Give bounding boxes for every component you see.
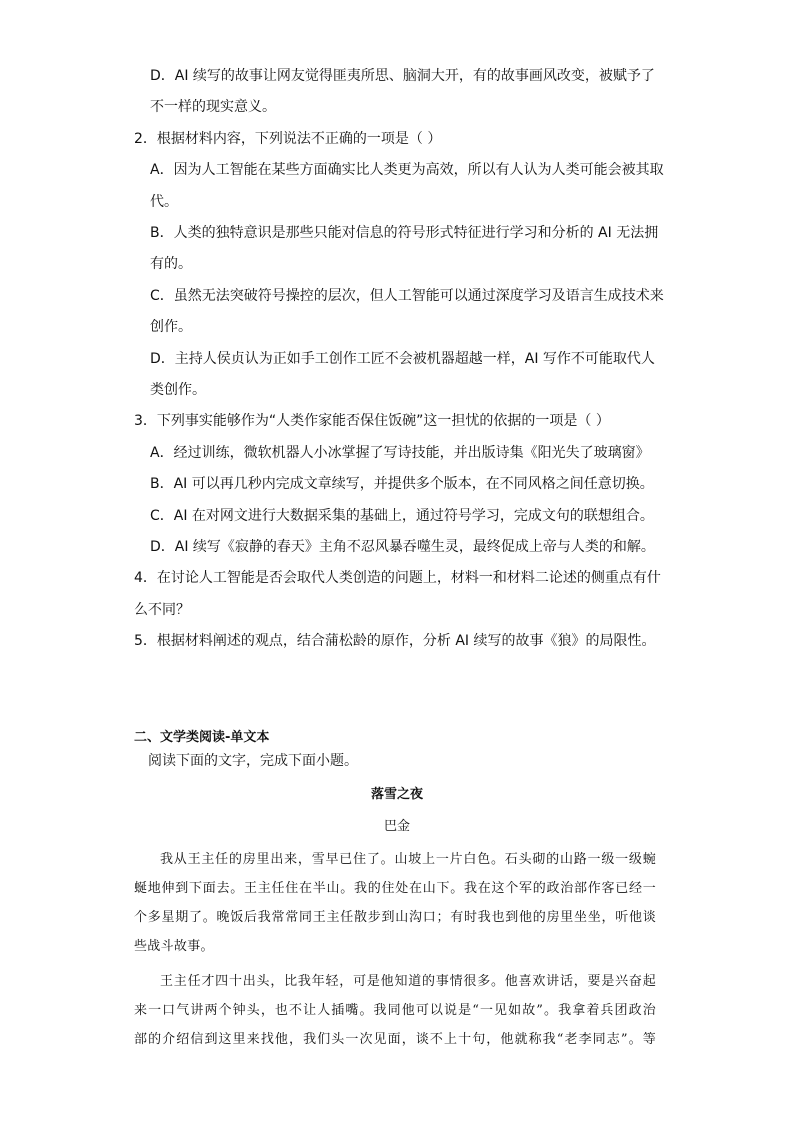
q3-stem: 3．下列事实能够作为“人类作家能否保住饭碗”这一担忧的依据的一项是（ ） — [134, 413, 610, 429]
p1-line2: 蜒地伸到下面去。王主任住在半山。我的住处在山下。我在这个军的政治部作客已经一 — [134, 881, 656, 896]
p1-line3: 个多星期了。晚饭后我常常同王主任散步到山沟口；有时我也到他的房里坐坐，听他谈 — [134, 910, 656, 925]
article-author: 巴金 — [383, 819, 410, 834]
q2-option-a-line1: A．因为人工智能在某些方面确实比人类更为高效，所以有人认为人类可能会被其取 — [150, 162, 664, 178]
q3-option-c: C．AI 在对网文进行大数据采集的基础上，通过符号学习，完成文句的联想组合。 — [150, 508, 654, 524]
q2-option-b-line1: B．人类的独特意识是那些只能对信息的符号形式特征进行学习和分析的 AI 无法拥 — [150, 225, 659, 241]
q2-stem: 2．根据材料内容，下列说法不正确的一项是（ ） — [134, 131, 442, 147]
q2-option-c-line1: C．虽然无法突破符号操控的层次，但人工智能可以通过深度学习及语言生成技术来 — [150, 288, 664, 304]
q2-option-a-line2: 代。 — [150, 194, 178, 210]
q2-option-b-line2: 有的。 — [150, 256, 192, 272]
q3-option-a: A．经过训练，微软机器人小冰掌握了写诗技能，并出版诗集《阳光失了玻璃窗》 — [150, 445, 650, 461]
section-instruction: 阅读下面的文字，完成下面小题。 — [148, 753, 358, 769]
q4-line1: 4．在讨论人工智能是否会取代人类创造的问题上，材料一和材料二论述的侧重点有什 — [134, 570, 661, 586]
p2-line3: 部的介绍信到这里来找他，我们头一次见面，谈不上十句，他就称我“老李同志”。等 — [134, 1032, 656, 1047]
p1-line4: 些战斗故事。 — [134, 939, 214, 954]
article-title: 落雪之夜 — [370, 787, 423, 802]
q5-line1: 5．根据材料阐述的观点，结合蒲松龄的原作，分析 AI 续写的故事《狼》的局限性。 — [134, 633, 656, 649]
p1-line1: 我从王主任的房里出来，雪早已住了。山坡上一片白色。石头砌的山路一级一级蜿 — [160, 852, 656, 867]
q2-option-c-line2: 创作。 — [150, 319, 192, 335]
q1-option-d-line1: D．AI 续写的故事让网友觉得匪夷所思、脑洞大开，有的故事画风改变，被赋予了 — [150, 68, 655, 84]
q2-option-d-line1: D．主持人侯贞认为正如手工创作工匠不会被机器超越一样，AI 写作不可能取代人 — [150, 351, 655, 367]
section-title: 二、文学类阅读-单文本 — [134, 730, 270, 745]
q1-option-d-line2: 不一样的现实意义。 — [150, 99, 276, 115]
p2-line2: 来一口气讲两个钟头，也不让人插嘴。我同他可以说是“一见如故”。我拿着兵团政治 — [134, 1003, 656, 1018]
q3-option-d: D．AI 续写《寂静的春天》主角不忍风暴吞噬生灵，最终促成上帝与人类的和解。 — [150, 539, 655, 555]
q3-option-b: B．AI 可以再几秒内完成文章续写，并提供多个版本，在不同风格之间任意切换。 — [150, 476, 654, 492]
q4-line2: 么不同？ — [134, 602, 190, 618]
q2-option-d-line2: 类创作。 — [150, 382, 206, 398]
p2-line1: 王主任才四十出头，比我年轻，可是他知道的事情很多。他喜欢讲话，要是兴奋起 — [160, 974, 656, 989]
